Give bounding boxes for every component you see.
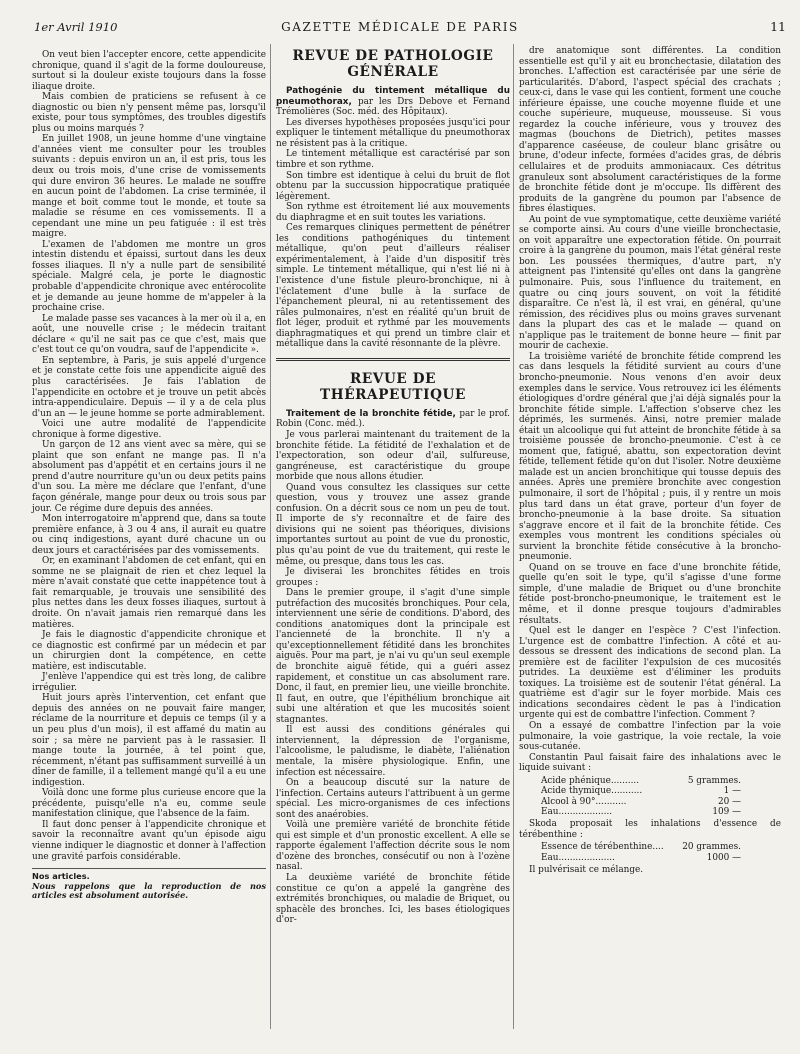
paragraph: Quand vous consultez les classiques sur cette question, vous y trouvez une assez grande confusion. On a décrit sous ce nom un peu de tout. Il importe de s'y reconnaître et de faire des divisions qui ne soient pas théoriques, divisions importantes surtout au point de vue du pronostic, plus qu'au point de vue du traitement, qui reste le même, ou presque, dans tous les cas.	[276, 482, 510, 567]
issue-date: 1er Avril 1910	[34, 20, 118, 34]
recipe-line	[541, 776, 741, 786]
paragraph: dre anatomique sont différentes. La condition essentielle est qu'il y ait eu bronchectasie, dilatation des bronches. L'affection est caractérisée par une série de particularités. D'abord, l'aspect spécial des crachats ; ceux-ci, dans le vase qui les contient, forment une couche inférieure épaisse, une couche moyenne fluide et une couche supérieure, muqueuse, mousseuse. Si vous regardez la couche inférieure, vous y trouvez des magmas (bouchons de Dietrich), petites masses d'apparence caséeuse, de couleur blanc grisâtre ou brune, d'odeur infecte, formées d'acides gras, de débris cellulaires et de produits ammoniacaux. Ces détritus granuleux sont absolument caractéristiques de la forme de bronchite fétide dont je m'occupe. Ils diffèrent des produits de la gangrène du poumon par l'absence de fibres élastiques.	[519, 46, 781, 215]
paragraph: Ces remarques cliniques permettent de pénétrer les conditions pathogéniques du tintement métallique, qu'on peut d'ailleurs réaliser expérimentalement, à l'aide d'un dispositif très simple. Le tintement métallique, qui n'est lié ni à l'existence d'une fistule pleuro-bronchique, ni à l'éclatement d'une bulle à la surface de l'épanchement pleural, ni au retentissement des râles pulmonaires, n'est en réalité qu'un bruit de flot léger, produit et rythmé par les mouvements diaphragmatiques et qui prend un timbre clair et métallique dans la cavité résonnante de la plèvre.	[276, 223, 510, 350]
inhalation-recipe-1	[541, 776, 741, 818]
ingredient: Acide phénique..........	[541, 775, 640, 786]
paragraph: Voilà donc une forme plus curieuse encore que la précédente, puisqu'elle n'a eu, comme seule manifestation clinique, que l'absence de la faim.	[32, 788, 266, 820]
paragraph: La troisième variété de bronchite fétide comprend les cas dans lesquels la fétidité survient au cours d'une broncho-pneumonie. Nous venons d'en avoir deux exemples dans le service. Vous retrouvez ici les éléments étiologiques d'ordre général que j'ai déjà signalés pour la bronchite fétide simple. L'affection s'observe chez les déprimés, les surmenés. Ainsi, notre premier malade était un alcoolique qui fut atteint de bronchite fétide à sa troisième poussée de broncho-pneumonie. C'est à ce moment que, fatigué, abattu, son expectoration devint fétide, tellement fétide qu'on dut l'isoler. Notre deuxième malade est un ancien bronchitique qui tousse depuis des années. Après une première bronchite avec congestion pulmonaire, il sort de l'hôpital ; puis, il y rentre un mois plus tard dans un état grave, porteur d'un foyer de broncho-pneumonie à la base droite. Sa situation s'aggrave encore et il fait de la bronchite fétide. Ces exemples vous montrent les conditions spéciales où survient la bronchite fétide consécutive à la broncho-pneumonie.	[519, 351, 781, 563]
paragraph: Constantin Paul faisait faire des inhalations avec le liquide suivant :	[519, 752, 781, 774]
paragraph: Le tintement métallique est caractérisé par son timbre et son rythme.	[276, 149, 510, 170]
article-authors: par le prof. Robin (Conc. méd.).	[276, 408, 510, 430]
paragraph: Voilà une première variété de bronchite fétide qui est simple et d'un pronostic excellent. A elle se rapporte également l'affection décrite sous le nom d'ozène des bronches, consécutif ou non à l'ozène nasal.	[276, 820, 510, 873]
article-heading: Pathogénie du tintement métallique du pneumothorax,	[276, 86, 510, 107]
recipe-line	[541, 807, 741, 817]
article-title-bronchite	[276, 409, 510, 430]
paragraph: J'enlève l'appendice qui est très long, de calibre irrégulier.	[32, 672, 266, 693]
notice-text: Nous rappelons que la reproduction de nos articles est absolument autorisée.	[32, 880, 266, 901]
column-2	[276, 46, 510, 926]
quantity: 5 grammes.	[687, 775, 741, 786]
paragraph: Quel est le danger en l'espèce ? C'est l'infection. L'urgence est de combattre l'infection. A côté et au-dessous se dressent des indications de second plan. La première est de faciliter l'expulsion de ces mucosités putrides. La deuxième est d'éliminer les produits toxiques. La troisième est de soutenir l'état général. La quatrième est d'agir sur le foyer morbide. Mais ces indications secondaires cèdent le pas à l'indication urgente qui est de combattre l'infection. Comment ?	[519, 626, 781, 721]
article-title-pneumothorax	[276, 86, 510, 118]
paragraph: Il est aussi des conditions générales qui interviennent, la dépression de l'organisme, l'alcoolisme, le paludisme, le diabète, l'aliénation mentale, la misère physiologique. Enfin, une infection est nécessaire.	[276, 725, 510, 778]
column-rule	[270, 44, 271, 1029]
paragraph: Skoda proposait les inhalations d'essence de térébenthine :	[519, 819, 781, 840]
paragraph: Mon interrogatoire m'apprend que, dans sa toute première enfance, à 3 ou 4 ans, il aurait eu quatre ou cinq indigestions, ayant duré chacune un ou deux jours et caractérisées par des vomissements.	[32, 514, 266, 556]
page-number: 11	[770, 19, 786, 34]
paragraph: Les diverses hypothèses proposées jusqu'ici pour expliquer le tintement métallique du pneumothorax ne résistent pas à la critique.	[276, 117, 510, 149]
section-title-therapeutique: REVUE DE THÉRAPEUTIQUE	[320, 370, 466, 403]
column-3	[519, 46, 781, 876]
article-heading: Traitement de la bronchite fétide,	[286, 408, 456, 419]
appendicitis-article	[32, 50, 266, 862]
paragraph: Au point de vue symptomatique, cette deuxième variété se comporte ainsi. Au cours d'une vieille bronchectasie, on voit apparaître une expectoration fétide. On pourrait croire à la gangrène du poumon, mais l'état général reste bon. Les poussées thermiques, d'autre part, n'y atteignent pas l'intensité qu'elles ont dans la gangrène pulmonaire. Puis, sous l'influence du traitement, en quatre ou cinq jours souvent, on voit la fétidité disparaître. Ce n'est là, il est vrai, en général, qu'une rémission, des récidives plus ou moins graves survenant dans la plupart des cas et le malade — quand on n'applique pas le traitement de bonne heure — finit par mourir de cachexie.	[519, 214, 781, 352]
paragraph: Il faut donc penser à l'appendicite chronique et savoir la reconnaître avant qu'un épisode aigu vienne indiquer le diagnostic et donner à l'affection une gravité parfois considérable.	[32, 819, 266, 862]
quantity: 1 —	[723, 786, 741, 797]
journal-title: GAZETTE MÉDICALE DE PARIS	[281, 20, 519, 34]
paragraph: On a beaucoup discuté sur la nature de l'infection. Certains auteurs l'attribuent à un germe spécial. Les micro-organismes de ces infections sont des anaérobies.	[276, 778, 510, 820]
quantity: 109 —	[712, 806, 741, 817]
inhalation-recipe-2	[541, 842, 741, 863]
column-1	[32, 50, 266, 901]
paragraph: En septembre, à Paris, je suis appelé d'urgence et je constate cette fois une appendicite aiguë des plus caractérisées. Je fais l'ablation de l'appendicite en octobre et je trouve un petit abcès intra-appendiculaire. Depuis — il y a de cela plus d'un an — le jeune homme se porte admirablement.	[32, 355, 266, 419]
recipe-line	[541, 853, 741, 863]
pneumothorax-article	[276, 118, 510, 350]
ingredient: Alcool à 90°...........	[541, 796, 627, 807]
section-divider	[276, 358, 510, 361]
ingredient: Essence de térébenthine....	[541, 842, 664, 853]
paragraph: On veut bien l'accepter encore, cette appendicite chronique, quand il s'agit de la forme douloureuse, surtout si la douleur existe toujours dans la fosse iliaque droite.	[32, 50, 266, 92]
paragraph: Je diviserai les bronchites fétides en trois groupes :	[276, 567, 510, 588]
notice-heading: Nos articles.	[32, 871, 90, 882]
paragraph: On a essayé de combattre l'infection par la voie pulmonaire, la voie gastrique, la voie rectale, la voie sous-cutanée.	[519, 721, 781, 753]
paragraph: Il pulvérisait ce mélange.	[529, 865, 644, 876]
notice-box	[32, 868, 266, 901]
recipe-line	[541, 786, 741, 796]
paragraph: Dans le premier groupe, il s'agit d'une simple putréfaction des mucosités bronchiques. Pour cela, interviennent une série de conditions. D'abord, des conditions anatomiques dont la principale est l'ancienneté de la bronchite. Il n'y a qu'exceptionnellement fétidité dans les bronchites aiguës. Pour ma part, je n'ai vu qu'un seul exemple de bronchite aiguë fétide, qui a guéri assez rapidement, et constitue un cas absolument rare. Donc, il faut, en premier lieu, une vieille bronchite. Il faut, en outre, que l'épithélium bronchique ait subi une altération et que les mucosités soient stagnantes.	[276, 588, 510, 725]
paragraph: Son rythme est étroitement lié aux mouvements du diaphragme et en suit toutes les variations.	[276, 202, 510, 223]
paragraph: Or, en examinant l'abdomen de cet enfant, qui en somme ne se plaignait de rien et chez lequel la mère n'avait constaté que cette inappétence tout à fait remarquable, je trouvais une sensibilité des plus nettes dans les deux fosses iliaques, surtout à droite. On n'avait jamais rien remarqué dans les matières.	[32, 556, 266, 630]
bronchite-article-continued	[519, 46, 781, 774]
article-authors: par les Drs Debove et Fernand Trémolières (Soc. méd. des Hôpitaux).	[276, 96, 510, 118]
paragraph: Quand on se trouve en face d'une bronchite fétide, quelle qu'en soit le type, qu'il s'agisse d'une forme simple, d'une maladie de Briquet ou d'une bronchite fétide post-broncho-pneumonique, le traitement est le même, et il donne presque toujours d'admirables résultats.	[519, 562, 781, 626]
paragraph: En juillet 1908, un jeune homme d'une vingtaine d'années vient me consulter pour les troubles suivants : depuis environ un an, il est pris, tous les deux ou trois mois, d'une crise de vomissements qui dure environ 36 heures. Le malade ne souffre en aucun point de l'abdomen. La crise terminée, il mange et boit comme tout le monde, et toute sa maladie se résume en ces vomissements. Il a cependant une mine un peu fatiguée : il est très maigre.	[32, 134, 266, 240]
recipe-line	[541, 842, 741, 852]
quantity: 20 —	[718, 796, 741, 807]
ingredient: Acide thymique...........	[541, 786, 643, 797]
paragraph: Mais combien de praticiens se refusent à ce diagnostic ou bien n'y pensent même pas, lorsqu'il existe, pour tous symptômes, des troubles digestifs plus ou moins marqués ?	[32, 92, 266, 134]
paragraph: Huit jours après l'intervention, cet enfant que depuis des années on ne pouvait faire manger, réclame de la nourriture et depuis ce temps (il y a un peu plus d'un mois), il est affamé du matin au soir ; sa mère ne parvient pas à le rassasier. Il mange toute la journée, à tel point que, récemment, n'étant pas suffisamment surveillé à un dîner de famille, il a tellement mangé qu'il a eu une indigestion.	[32, 693, 266, 788]
paragraph: Un garçon de 12 ans vient avec sa mère, qui se plaint que son enfant ne mange pas. Il n'a absolument pas d'appétit et en certains jours il ne prend d'autre nourriture qu'un ou deux petits pains d'un sou. La mère me déclare que l'enfant, d'une façon générale, mange pour deux ou trois sous par jour. Ce régime dure depuis des années.	[32, 440, 266, 514]
paragraph: Je vous parlerai maintenant du traitement de la bronchite fétide. La fétidité de l'exhalation et de l'expectoration, son odeur d'ail, sulfureuse, gangréneuse, est caractéristique du groupe morbide que nous allons étudier.	[276, 430, 510, 483]
ingredient: Eau...................	[541, 806, 613, 817]
ingredient: Eau....................	[541, 852, 615, 863]
paragraph: Le malade passe ses vacances à la mer où il a, en août, une nouvelle crise ; le médecin traitant déclare « qu'il ne sait pas ce que c'est, mais que c'est tout ce qu'on voudra, sauf de l'appendicite ».	[32, 313, 266, 356]
paragraph: Voici une autre modalité de l'appendicite chronique à forme digestive.	[32, 419, 266, 440]
quantity: 1000 —	[706, 852, 741, 863]
paragraph: Je fais le diagnostic d'appendicite chronique et ce diagnostic est confirmé par un médecin et par un chirurgien dont la compétence, en cette matière, est indiscutable.	[32, 630, 266, 672]
recipe-line	[541, 797, 741, 807]
paragraph: Son timbre est identique à celui du bruit de flot obtenu par la succussion hippocratique pratiquée légèrement.	[276, 170, 510, 202]
page-header	[0, 0, 800, 40]
section-title-pathologie: REVUE DE PATHOLOGIE GÉNÉRALE	[292, 48, 494, 80]
quantity: 20 grammes.	[682, 842, 741, 853]
column-rule	[513, 44, 514, 1029]
paragraph: La deuxième variété de bronchite fétide constitue ce qu'on a appelé la gangrène des extrémités bronchiques, ou maladie de Briquet, ou sphacèle des bronches. Ici, les bases étiologiques d'or-	[276, 872, 510, 926]
paragraph: L'examen de l'abdomen me montre un gros intestin distendu et épaissi, surtout dans les deux fosses iliaques. Il n'y a nulle part de sensibilité spéciale. Malgré cela, je porte le diagnostic probable d'appendicite chronique avec entérocolite et je demande au jeune homme de m'appeler à la prochaine crise.	[32, 239, 266, 314]
bronchite-article	[276, 430, 510, 926]
